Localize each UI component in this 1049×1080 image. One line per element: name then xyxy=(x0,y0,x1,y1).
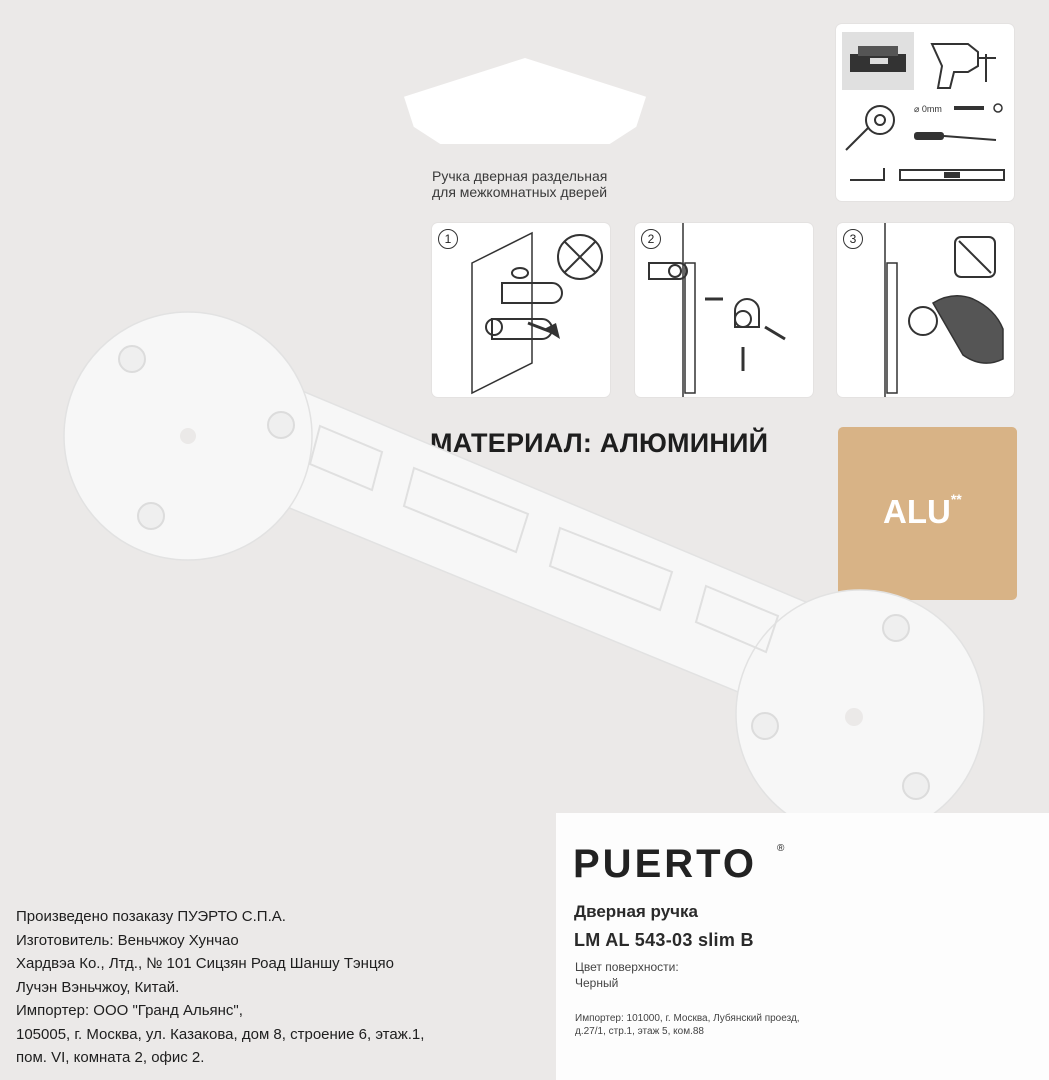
manufacturer-line: Изготовитель: Веньчжоу Хунчао xyxy=(16,931,239,949)
label-importer-line: д.27/1, стр.1, этаж 5, ком.88 xyxy=(575,1026,704,1037)
manufacturer-line: пом. VI, комната 2, офис 2. xyxy=(16,1049,205,1066)
brand-logo: PUERTO xyxy=(573,842,757,886)
material-text: МАТЕРИАЛ: АЛЮМИНИЙ xyxy=(430,428,769,458)
manufacturer-line: 105005, г. Москва, ул. Казакова, дом 8, строение 6, этаж.1, xyxy=(16,1025,425,1043)
manufacturer-line: Импортер: ООО "Гранд Альянс", xyxy=(16,1002,243,1019)
surface-label: Цвет поверхности: xyxy=(575,960,679,974)
registered-mark: ® xyxy=(777,843,785,854)
surface-value: Черный xyxy=(575,976,619,990)
label-importer-line: Импортер: 101000, г. Москва, Лубянский проезд, xyxy=(575,1013,800,1024)
product-model: LM AL 543-03 slim B xyxy=(574,930,754,950)
step-number: 2 xyxy=(641,229,661,249)
alu-badge-text: ALU** xyxy=(883,491,962,530)
step-number: 1 xyxy=(438,229,458,249)
product-subtitle: Ручка дверная раздельная для межкомнатных дверей xyxy=(432,168,608,200)
manufacturer-info xyxy=(16,905,424,1070)
manufacturer-line: Произведено позаказу ПУЭРТО С.П.А. xyxy=(16,908,286,925)
drill-size-label: ⌀ 0mm xyxy=(914,104,942,114)
template-body xyxy=(64,312,984,838)
manufacturer-line: Лучэн Вэньчжоу, Китай. xyxy=(16,978,180,996)
step-number: 3 xyxy=(843,229,863,249)
product-title: Дверная ручка xyxy=(574,902,698,921)
manufacturer-line: Хардвэа Ко., Лтд., № 101 Сицзян Роад Шаншу Тэнцяо xyxy=(16,955,395,972)
